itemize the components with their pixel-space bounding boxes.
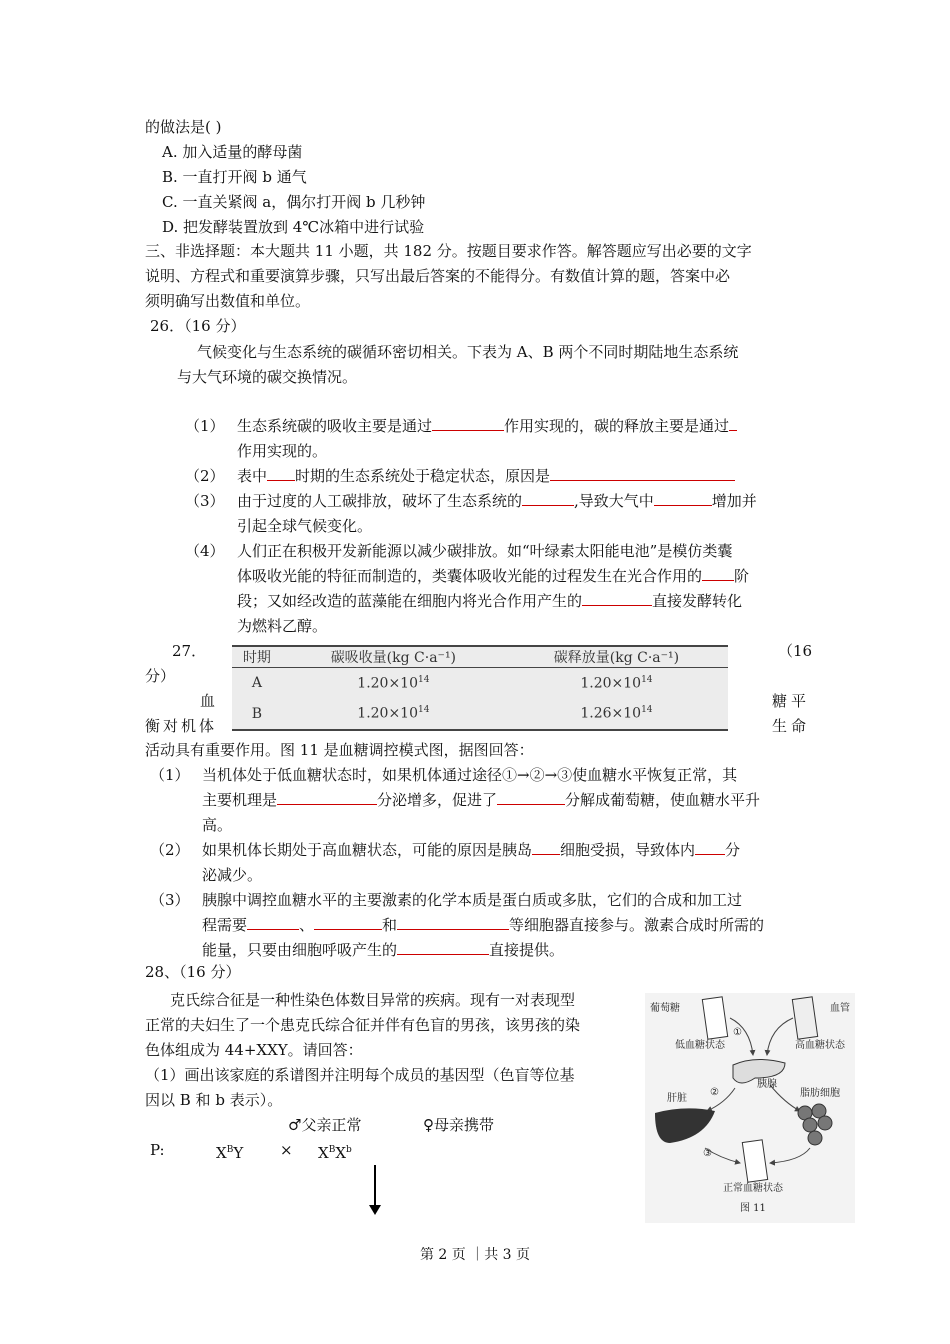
mother-label: ♀母亲携带 (423, 1116, 494, 1134)
q27-part-number: （3） (150, 891, 190, 909)
answer-blank[interactable] (654, 491, 712, 506)
generation-label: P: (150, 1141, 165, 1159)
answer-blank[interactable] (277, 790, 377, 805)
answer-blank[interactable] (702, 566, 734, 581)
table-header: 时期 (242, 650, 271, 666)
q27-score: 分） (145, 667, 176, 685)
figure-label: ③ (703, 1148, 712, 1159)
q27-part3-cont: 能量，只要由细胞呼吸产生的 直接提供。 (202, 941, 565, 959)
q26-part4-cont: 为燃料乙醇。 (237, 617, 328, 635)
option-c: C. 一直关紧阀 a，偶尔打开阀 b 几秒钟 (162, 193, 426, 211)
q28-text: 正常的夫妇生了一个患克氏综合征并伴有色盲的男孩，该男孩的染 (145, 1016, 581, 1034)
q26-heading: 26．（16 分） (150, 317, 246, 335)
q26-part-number: （4） (185, 542, 225, 560)
page-footer: 第 2 页 ｜共 3 页 (419, 1247, 531, 1263)
q26-part3-cont: 引起全球气候变化。 (237, 517, 373, 535)
q26-part1-cont: 作用实现的。 (237, 442, 328, 460)
q25-stem: 的做法是( ) (145, 118, 222, 136)
q26-part-number: （3） (185, 492, 225, 510)
q27-part1-cont: 主要机理是 分泌增多，促进了 分解成葡萄糖，使血糖水平升 (202, 791, 761, 809)
q27-part2-cont: 泌减少。 (202, 866, 263, 884)
figure-label: 肝脏 (667, 1093, 687, 1104)
q28-text: 色体组成为 44+XXY。请回答： (145, 1041, 363, 1059)
answer-blank[interactable] (497, 790, 565, 805)
answer-blank[interactable] (314, 915, 382, 930)
table-row: A $1.20\times 10^{14}$ $1.20\times 10^{14}$ (251, 674, 653, 692)
q26-part3: 由于过度的人工碳排放，破坏了生态系统的 ,导致大气中 增加并 (237, 492, 757, 510)
father-label: ♂父亲正常 (288, 1116, 362, 1134)
q28-text: 克氏综合征是一种性染色体数目异常的疾病。现有一对表现型 (170, 991, 576, 1009)
section-text: 说明、方程式和重要演算步骤，只写出最后答案的不能得分。有数值计算的题，答案中必 (145, 267, 731, 285)
q27-part1-cont: 高。 (202, 816, 233, 834)
q27-part1: 当机体处于低血糖状态时，如果机体通过途径①→②→③使血糖水平恢复正常，其 (202, 766, 738, 784)
q28-text: 因以 B 和 b 表示）。 (145, 1091, 283, 1109)
q27-heading: 27． (172, 642, 207, 660)
q28-heading: 28、（16 分） (145, 963, 241, 981)
q27-part3-cont: 程需要 、 和 等细胞器直接参与。激素合成时所需的 (202, 916, 765, 934)
q26-intro: 气候变化与生态系统的碳循环密切相关。下表为 A、B 两个不同时期陆地生态系统 (197, 343, 739, 361)
q27-part2: 如果机体长期处于高血糖状态，可能的原因是胰岛 细胞受损，导致体内 分 (202, 841, 741, 859)
q26-part4: 人们正在积极开发新能源以减少碳排放。如“叶绿素太阳能电池”是模仿类囊 (237, 542, 733, 560)
q27-score: （16 (778, 642, 813, 660)
q28-text: （1）画出该家庭的系谱图并注明每个成员的基因型（色盲等位基 (145, 1066, 575, 1084)
section-text: 须明确写出数值和单位。 (145, 292, 311, 310)
q26-part2: 表中 时期的生态系统处于稳定状态，原因是 (237, 466, 735, 486)
answer-blank[interactable] (397, 940, 489, 955)
q27-text: 活动具有重要作用。图 11 是血糖调控模式图，据图回答： (145, 741, 534, 759)
figure-label: 葡萄糖 (650, 1003, 680, 1014)
option-d: D. 把发酵装置放到 4℃冰箱中进行试验 (162, 218, 425, 236)
answer-blank[interactable] (522, 491, 574, 506)
q26-part-number: （1） (185, 417, 225, 435)
q27-text: 衡对机体 (145, 717, 218, 735)
q27-text: 糖平 (772, 692, 811, 710)
option-b: B. 一直打开阀 b 通气 (162, 168, 307, 186)
table-row: B $1.20\times 10^{14}$ $1.26\times 10^{14}$ (232, 698, 728, 730)
q27-text: 生命 (772, 717, 811, 735)
q27-part-number: （2） (150, 841, 190, 859)
option-a: A. 加入适量的酵母菌 (162, 143, 303, 161)
answer-blank[interactable] (267, 466, 295, 481)
q26-part-number: （2） (185, 467, 225, 485)
answer-blank[interactable] (432, 416, 504, 431)
figure-label: 脂肪细胞 (800, 1088, 840, 1099)
figure-label: 正常血糖状态 (723, 1183, 783, 1194)
q27-part-number: （1） (150, 766, 190, 784)
section-text: 三、非选择题：本大题共 11 小题，共 182 分。按题目要求作答。解答题应写出必要的文字 (145, 242, 752, 260)
q26-part4-cont: 段；又如经改造的蓝藻能在细胞内将光合作用产生的 直接发酵转化 (237, 592, 743, 610)
figure-caption: 图 11 (740, 1203, 766, 1214)
answer-blank[interactable] (729, 416, 737, 431)
answer-blank[interactable] (550, 466, 735, 481)
figure-label: 胰腺 (757, 1079, 777, 1090)
cross-symbol: × (280, 1141, 293, 1159)
answer-blank[interactable] (247, 915, 299, 930)
q26-intro: 与大气环境的碳交换情况。 (177, 368, 358, 386)
q27-text: 血 (200, 692, 216, 710)
answer-blank[interactable] (695, 840, 725, 855)
figure-label: 低血糖状态 (675, 1040, 725, 1051)
figure-label: 高血糖状态 (795, 1040, 845, 1051)
figure-label: 血管 (830, 1003, 850, 1014)
answer-blank[interactable] (397, 915, 509, 930)
answer-blank[interactable] (582, 591, 652, 606)
table-header: 碳释放量(kg C·a⁻¹) (553, 650, 680, 666)
figure-label: ① (733, 1027, 742, 1038)
q27-part3: 胰腺中调控血糖水平的主要激素的化学本质是蛋白质或多肽，它们的合成和加工过 (202, 891, 743, 909)
table-header: 碳吸收量(kg C·a⁻¹) (330, 650, 457, 666)
mother-genotype: $X^BX^b$ (318, 1144, 352, 1162)
q26-part4-cont: 体吸收光能的特征而制造的，类囊体吸收光能的过程发生在光合作用的 阶 (237, 567, 750, 585)
figure-label: ② (710, 1087, 719, 1098)
q26-part1: 生态系统碳的吸收主要是通过 作用实现的，碳的释放主要是通过 (237, 416, 737, 436)
carbon-exchange-table (232, 645, 728, 731)
down-arrow-icon (374, 1165, 376, 1207)
arrowhead-icon (369, 1205, 381, 1215)
answer-blank[interactable] (532, 840, 560, 855)
father-genotype: $X^BY$ (216, 1144, 244, 1162)
blood-sugar-figure (645, 993, 855, 1223)
